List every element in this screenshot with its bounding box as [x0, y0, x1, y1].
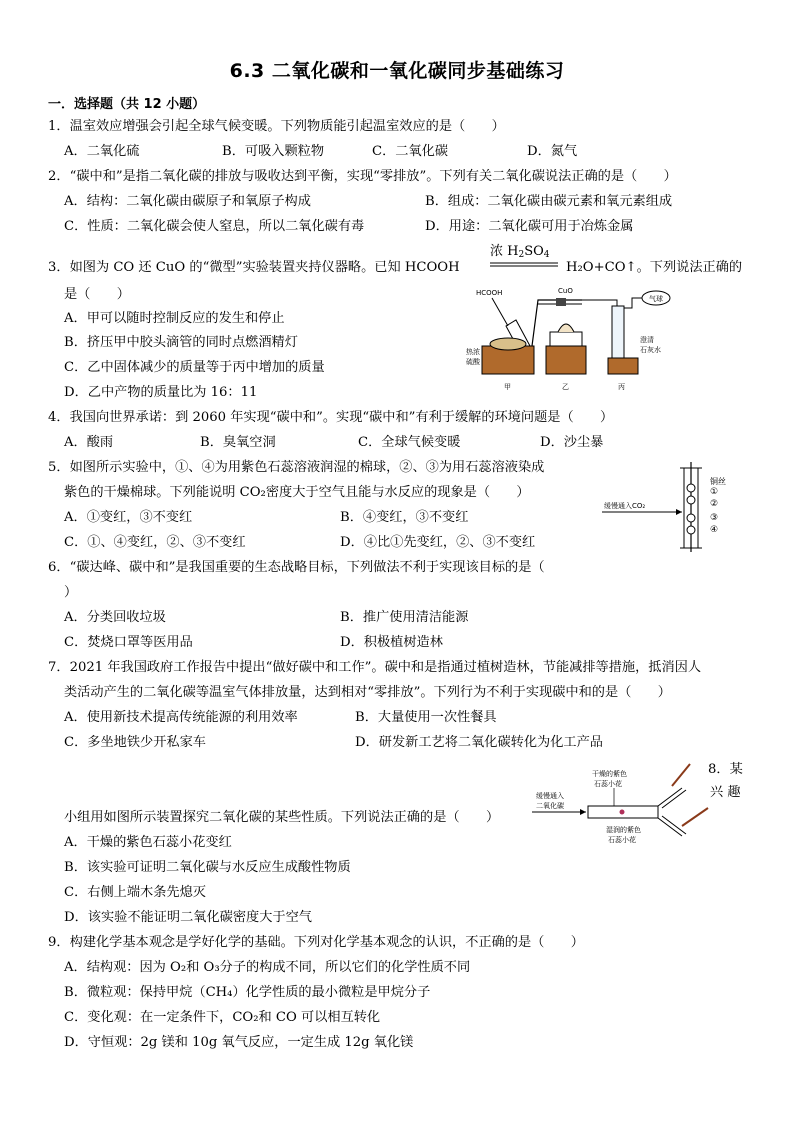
co2-inlet-label-1: 缓慢通入 [536, 792, 564, 800]
wet-flower-label-2: 石蕊小花 [608, 836, 636, 844]
acid-label-1: 热浓 [466, 348, 480, 356]
q9-option-c[interactable]: C．变化观：在一定条件下，CO₂和 CO 可以相互转化 [64, 1010, 381, 1025]
cotton-1-label: ① [710, 487, 719, 497]
label-jia: 甲 [504, 383, 511, 391]
question-5-stem-b: 紫色的干燥棉球。下列能说明 CO₂密度大于空气且能与水反应的现象是（ ） [64, 485, 530, 500]
question-6-stem-a: 6．“碳达峰、碳中和”是我国重要的生态战略目标，下列做法不利于实现该目标的是（ [48, 560, 545, 575]
question-8-number-cont: 兴 趣 [710, 785, 741, 800]
q8-option-b[interactable]: B．该实验可证明二氧化碳与水反应生成酸性物质 [64, 860, 351, 875]
section-heading: 一．选择题（共 12 小题） [48, 97, 206, 112]
q9-option-a[interactable]: A．结构观：因为 O₂和 O₃分子的构成不同，所以它们的化学性质不同 [64, 960, 471, 975]
q8-option-a[interactable]: A．干燥的紫色石蕊小花变红 [64, 835, 232, 850]
question-1-stem: 1．温室效应增强会引起全球气候变暖。下列物质能引起温室效应的是（ ） [48, 119, 505, 134]
q8-option-d[interactable]: D．该实验不能证明二氧化碳密度大于空气 [64, 910, 312, 925]
question-3-stem-b: H₂O+CO↑。下列说法正确的 [566, 260, 743, 275]
q7-option-d[interactable]: D．研发新工艺将二氧化碳转化为化工产品 [355, 735, 603, 750]
cuo-label: CuO [558, 287, 573, 295]
q6-option-b[interactable]: B．推广使用清洁能源 [340, 610, 469, 625]
q2-option-a[interactable]: A．结构：二氧化碳由碳原子和氧原子构成 [64, 194, 311, 209]
label-bing: 丙 [618, 383, 625, 391]
cotton-3-label: ③ [710, 513, 719, 523]
q6-option-c[interactable]: C．焚烧口罩等医用品 [64, 635, 193, 650]
q2-option-b[interactable]: B．组成：二氧化碳由碳元素和氧元素组成 [425, 194, 673, 209]
q5-apparatus-figure [602, 462, 742, 554]
question-7-stem-a: 7．2021 年我国政府工作报告中提出“做好碳中和工作”。碳中和是指通过植树造林，节能减排等措施，抵消因人 [48, 660, 702, 675]
q5-option-b[interactable]: B．④变红，③不变红 [340, 510, 469, 525]
q1-option-d[interactable]: D．氮气 [527, 144, 578, 159]
wet-flower-label-1: 湿润的紫色 [606, 826, 641, 834]
page-title: 6.3 二氧化碳和一氧化碳同步基础练习 [229, 60, 565, 82]
q1-option-b[interactable]: B．可吸入颗粒物 [222, 144, 325, 159]
cotton-2-label: ② [710, 499, 719, 509]
q8-apparatus-figure [532, 760, 712, 850]
question-9-stem: 9．构建化学基本观念是学好化学的基础。下列对化学基本观念的认识，不正确的是（ ） [48, 935, 584, 950]
co2-inlet-label-2: 二氧化碳 [536, 802, 564, 810]
q1-option-c[interactable]: C．二氧化碳 [372, 144, 449, 159]
question-8-number: 8．某 [708, 762, 743, 777]
question-4-stem: 4．我国向世界承诺：到 2060 年实现“碳中和”。实现“碳中和”有利于缓解的环境问题是（ ） [48, 410, 614, 425]
q3-option-d[interactable]: D．乙中产物的质量比为 16：11 [64, 385, 258, 400]
q9-option-b[interactable]: B．微粒观：保持甲烷（CH₄）化学性质的最小微粒是甲烷分子 [64, 985, 431, 1000]
q6-option-a[interactable]: A．分类回收垃圾 [64, 610, 166, 625]
q4-option-d[interactable]: D．沙尘暴 [540, 435, 604, 450]
q2-option-d[interactable]: D．用途：二氧化碳可用于冶炼金属 [425, 219, 634, 234]
balloon-label: 气球 [649, 295, 663, 303]
q9-option-d[interactable]: D．守恒观：2g 镁和 10g 氧气反应，一定生成 12g 氧化镁 [64, 1035, 414, 1050]
q7-option-a[interactable]: A．使用新技术提高传统能源的利用效率 [64, 710, 298, 725]
q6-option-d[interactable]: D．积极植树造林 [340, 635, 443, 650]
co2-inlet-label: 缓慢通入CO₂ [604, 502, 646, 510]
reaction-arrow [490, 262, 562, 268]
q4-option-a[interactable]: A．酸雨 [64, 435, 114, 450]
q8-option-c[interactable]: C．右侧上端木条先熄灭 [64, 885, 206, 900]
question-8-stem: 小组用如图所示装置探究二氧化碳的某些性质。下列说法正确的是（ ） [64, 810, 500, 825]
q3-option-a[interactable]: A．甲可以随时控制反应的发生和停止 [64, 311, 285, 326]
q5-option-a[interactable]: A．①变红，③不变红 [64, 510, 193, 525]
label-yi: 乙 [562, 383, 569, 391]
q4-option-b[interactable]: B．臭氧空洞 [200, 435, 276, 450]
q5-option-c[interactable]: C．①、④变红，②、③不变红 [64, 535, 246, 550]
q1-option-a[interactable]: A．二氧化硫 [64, 144, 140, 159]
q7-option-c[interactable]: C．多坐地铁少开私家车 [64, 735, 206, 750]
q3-option-c[interactable]: C．乙中固体减少的质量等于丙中增加的质量 [64, 360, 325, 375]
acid-label-2: 硫酸 [466, 358, 480, 366]
question-3-stem-c: 是（ ） [64, 287, 130, 302]
question-6-stem-b: ） [64, 585, 78, 600]
q3-option-b[interactable]: B．挤压甲中胶头滴管的同时点燃酒精灯 [64, 335, 298, 350]
hcooh-label: HCOOH [476, 289, 503, 297]
dry-flower-label-1: 干燥的紫色 [592, 770, 627, 778]
question-3-stem-a: 3．如图为 CO 还 CuO 的“微型”实验装置夹持仪器略。已知 HCOOH [48, 260, 460, 275]
cotton-4-label: ④ [710, 525, 719, 535]
question-5-stem-a: 5．如图所示实验中，①、④为用紫色石蕊溶液润湿的棉球，②、③为用石蕊溶液染成 [48, 460, 545, 475]
reaction-condition: 浓 $H_2SO_4$ [490, 244, 550, 260]
limewater-label-2: 石灰水 [640, 346, 661, 354]
q4-option-c[interactable]: C．全球气候变暖 [358, 435, 461, 450]
q5-option-d[interactable]: D．④比①先变红，②、③不变红 [340, 535, 536, 550]
q2-option-c[interactable]: C．性质：二氧化碳会使人窒息，所以二氧化碳有毒 [64, 219, 365, 234]
limewater-label-1: 澄清 [640, 336, 654, 344]
copper-wire-label: 铜丝 [710, 477, 726, 486]
question-2-stem: 2．“碳中和”是指二氧化碳的排放与吸收达到平衡，实现“零排放”。下列有关二氧化碳说法正确的是（ ） [48, 169, 677, 184]
q7-option-b[interactable]: B．大量使用一次性餐具 [355, 710, 497, 725]
dry-flower-label-2: 石蕊小花 [594, 780, 622, 788]
q3-apparatus-figure [466, 286, 708, 394]
question-7-stem-b: 类活动产生的二氧化碳等温室气体排放量，达到相对“零排放”。下列行为不利于实现碳中和的是（ ） [64, 685, 671, 700]
